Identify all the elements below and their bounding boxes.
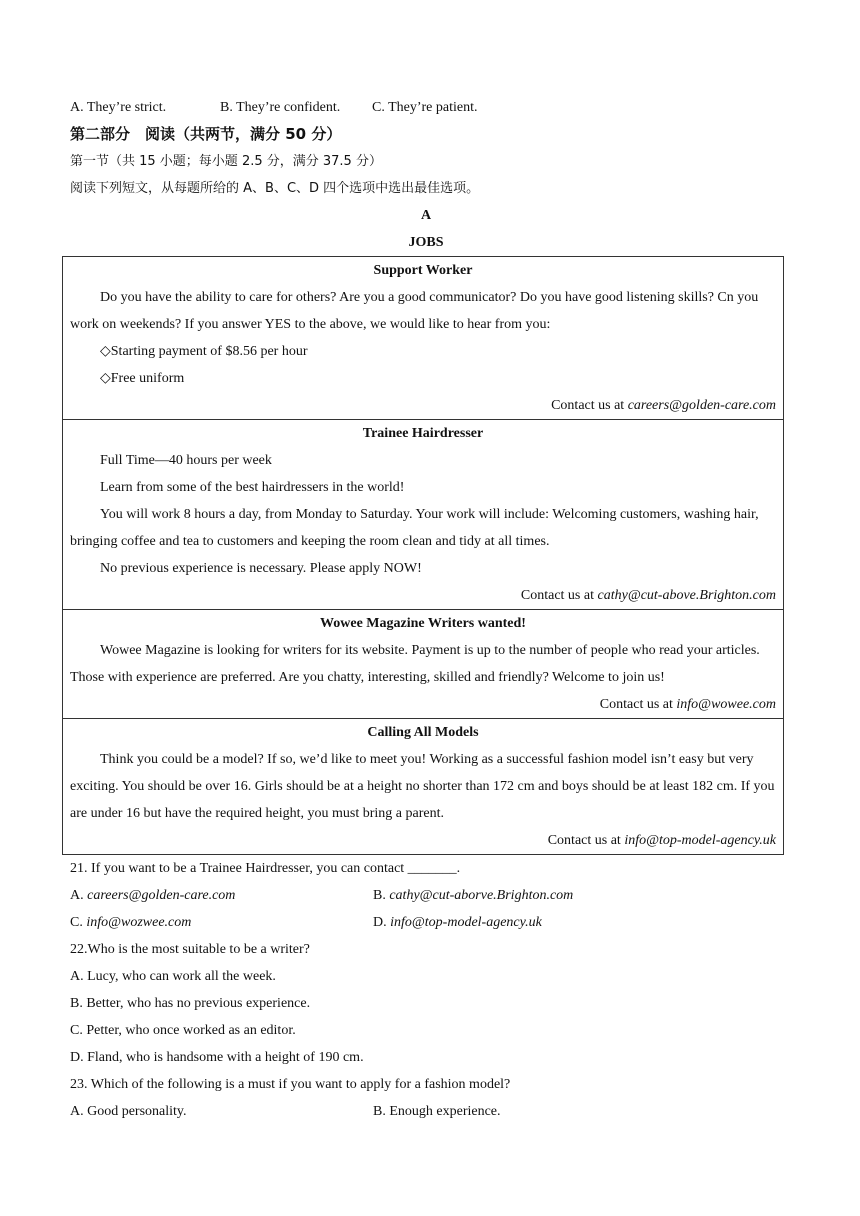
option-a: A. Lucy, who can work all the week. xyxy=(70,969,276,984)
job-title: Support Worker xyxy=(373,263,473,278)
job-wowee-writers xyxy=(63,609,783,718)
job-line: No previous experience is necessary. Please apply NOW! xyxy=(100,561,422,576)
part-title: 第二部分 阅读（共两节，满分 50 分） xyxy=(70,125,342,143)
jobs-table xyxy=(62,256,784,855)
option-letter: A. xyxy=(70,888,88,903)
option-a: A. They’re strict. xyxy=(70,100,167,115)
instruction: 阅读下列短文，从每题所给的 A、B、C、D 四个选项中选出最佳选项。 xyxy=(70,181,480,196)
option-text: info@wozwee.com xyxy=(86,915,192,930)
passage-letter: A xyxy=(420,208,432,223)
job-calling-models xyxy=(63,718,783,854)
question-23-options-ab xyxy=(70,1098,782,1125)
job-line: Learn from some of the best hairdressers in the world! xyxy=(100,480,405,495)
option-letter: D. xyxy=(373,915,391,930)
option-a xyxy=(70,882,373,909)
option-b xyxy=(373,882,676,909)
exam-page xyxy=(70,94,782,1125)
option-b: B. Enough experience. xyxy=(373,1104,501,1119)
contact-prefix: Contact us at xyxy=(520,588,598,603)
contact-prefix: Contact us at xyxy=(551,398,628,413)
job-contact xyxy=(70,582,776,609)
job-title: Wowee Magazine Writers wanted! xyxy=(320,616,526,631)
job-description: Wowee Magazine is looking for writers for its website. Payment is up to the number of people who read your articles. Those with experience are preferred. Are you chatty, interesting, skilled and friendly? Welcome to join us! xyxy=(70,643,760,685)
job-bullet: ◇Starting payment of $8.56 per hour xyxy=(100,344,308,359)
contact-email: info@top-model-agency.uk xyxy=(624,833,776,848)
option-c: C. Petter, who once worked as an editor. xyxy=(70,1023,296,1038)
contact-prefix: Contact us at xyxy=(547,833,625,848)
job-description: Think you could be a model? If so, we’d like to meet you! Working as a successful fashion model isn’t easy but very exciting. You should be over 16. Girls should be at a height no shorter than 172 cm and boys should be at least 182 cm. If you are under 16 but have the required height, you must bring a parent. xyxy=(70,752,775,821)
option-c xyxy=(70,909,373,936)
previous-question-options xyxy=(70,94,782,121)
option-d: D. Fland, who is handsome with a height of 190 cm. xyxy=(70,1050,364,1065)
option-text: careers@golden-care.com xyxy=(87,888,236,903)
job-description: Do you have the ability to care for others? Are you a good communicator? Do you have good listening skills? Cn you work on weekends? If you answer YES to the above, we would like to hear from you: xyxy=(70,290,759,332)
option-a: A. Good personality. xyxy=(70,1104,187,1119)
section-info: 第一节（共 15 小题；每小题 2.5 分，满分 37.5 分） xyxy=(70,154,382,169)
option-text: cathy@cut-aborve.Brighton.com xyxy=(389,888,574,903)
question-21-options-cd xyxy=(70,909,782,936)
contact-email: careers@golden-care.com xyxy=(627,398,776,413)
job-contact xyxy=(70,827,776,854)
option-c: C. They’re patient. xyxy=(372,100,478,115)
job-bullet: ◇Free uniform xyxy=(100,371,185,386)
question-23-stem: 23. Which of the following is a must if you want to apply for a fashion model? xyxy=(70,1077,511,1092)
job-line: You will work 8 hours a day, from Monday to Saturday. Your work will include: Welcoming customers, washing hair, bringing coffee and tea to customers and keeping the room clean and tidy at all times. xyxy=(70,507,759,549)
job-trainee-hairdresser xyxy=(63,419,783,609)
question-21-stem: 21. If you want to be a Trainee Hairdresser, you can contact _______. xyxy=(70,861,461,876)
job-title: Calling All Models xyxy=(367,725,479,740)
contact-email: cathy@cut-above.Brighton.com xyxy=(597,588,776,603)
question-21-options-ab xyxy=(70,882,782,909)
job-support-worker xyxy=(63,257,783,419)
job-contact xyxy=(70,392,776,419)
option-text: info@top-model-agency.uk xyxy=(390,915,542,930)
option-d xyxy=(373,909,676,936)
contact-email: info@wowee.com xyxy=(676,697,776,712)
option-b: B. They’re confident. xyxy=(220,100,341,115)
option-b: B. Better, who has no previous experience. xyxy=(70,996,311,1011)
question-22-stem: 22.Who is the most suitable to be a writer? xyxy=(70,942,310,957)
job-contact xyxy=(70,691,776,718)
job-title: Trainee Hairdresser xyxy=(362,426,484,441)
option-letter: B. xyxy=(373,888,390,903)
passage-heading: JOBS xyxy=(408,235,444,250)
option-letter: C. xyxy=(70,915,87,930)
contact-prefix: Contact us at xyxy=(599,697,677,712)
job-line: Full Time—40 hours per week xyxy=(100,453,272,468)
